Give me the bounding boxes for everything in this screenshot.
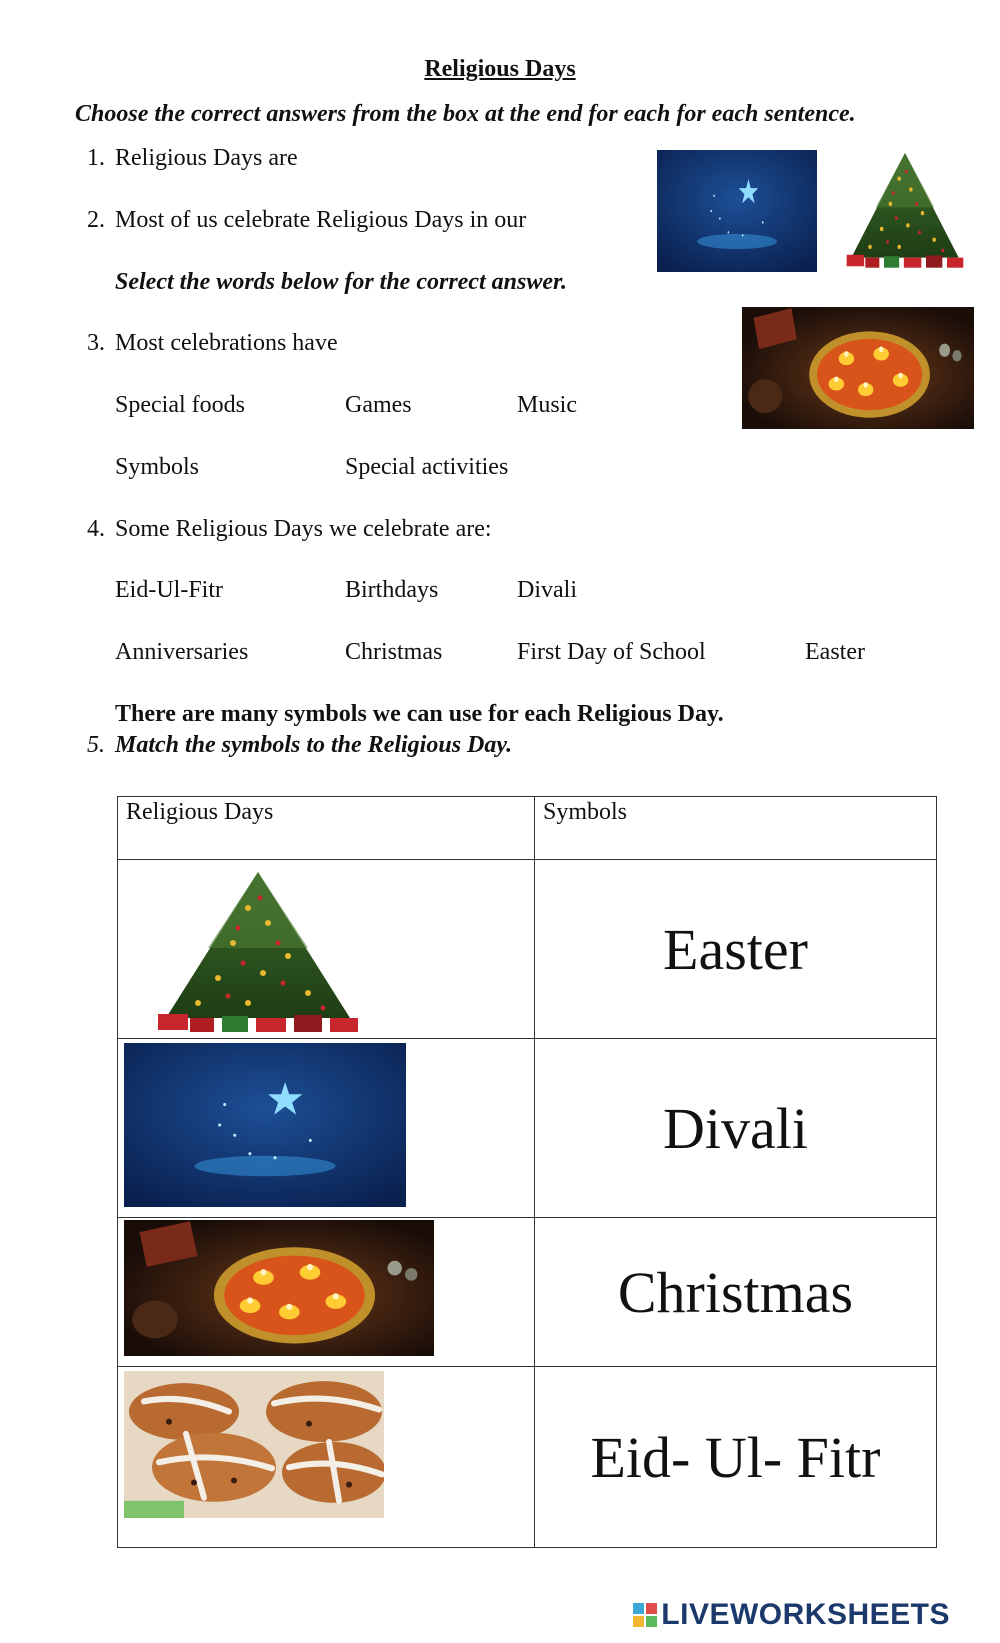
page-title: Religious Days <box>424 56 576 82</box>
option-games[interactable]: Games <box>345 392 412 418</box>
table-image-cell <box>118 1218 535 1367</box>
liveworksheets-brand[interactable] <box>633 1598 950 1632</box>
diya-lamps-image <box>742 307 974 429</box>
option-eid-ul-fitr[interactable]: Eid-Ul-Fitr <box>115 577 223 603</box>
header-religious-days: Religious Days <box>118 797 535 860</box>
table-row <box>118 1039 937 1218</box>
question-text: Religious Days are <box>115 145 298 171</box>
instruction: Choose the correct answers from the box at the end for each for each sentence. <box>75 101 856 127</box>
question-number: 5. <box>87 732 105 758</box>
matching-table <box>117 796 937 1548</box>
diya-lamps-image[interactable] <box>124 1220 434 1356</box>
brand-name: LIVEWORKSHEETS <box>661 1598 950 1631</box>
option-easter[interactable]: Easter <box>805 639 865 665</box>
table-image-cell <box>118 1367 535 1548</box>
question-number: 2. <box>87 207 105 233</box>
symbol-label[interactable]: Christmas <box>535 1218 937 1367</box>
crescent-moon-image[interactable] <box>124 1043 406 1207</box>
hot-cross-buns-image[interactable] <box>124 1371 384 1518</box>
question-text: Match the symbols to the Religious Day. <box>115 732 513 758</box>
table-row <box>118 1367 937 1548</box>
question-text: Most celebrations have <box>115 330 338 356</box>
option-christmas[interactable]: Christmas <box>345 639 443 665</box>
symbol-label[interactable]: Eid- Ul- Fitr <box>535 1367 937 1548</box>
table-image-cell <box>118 1039 535 1218</box>
option-anniversaries[interactable]: Anniversaries <box>115 639 249 665</box>
option-divali[interactable]: Divali <box>517 577 577 603</box>
option-first-day-of-school[interactable]: First Day of School <box>517 639 706 665</box>
option-symbols[interactable]: Symbols <box>115 454 200 480</box>
header-symbols: Symbols <box>535 797 937 860</box>
liveworksheets-logo-icon <box>633 1603 657 1627</box>
symbol-label[interactable]: Divali <box>535 1039 937 1218</box>
christmas-tree-image[interactable] <box>138 868 378 1038</box>
option-birthdays[interactable]: Birthdays <box>345 577 439 603</box>
option-special-activities[interactable]: Special activities <box>345 454 509 480</box>
question-number: 4. <box>87 516 105 542</box>
table-row <box>118 1218 937 1367</box>
christmas-tree-image <box>835 150 975 272</box>
question-text: Some Religious Days we celebrate are: <box>115 516 492 542</box>
crescent-moon-image <box>657 150 817 272</box>
option-music[interactable]: Music <box>517 392 577 418</box>
select-note: Select the words below for the correct answer. <box>115 269 567 295</box>
question-number: 1. <box>87 145 105 171</box>
question-text: Most of us celebrate Religious Days in our <box>115 207 527 233</box>
question-number: 3. <box>87 330 105 356</box>
symbol-label[interactable]: Easter <box>535 860 937 1039</box>
table-image-cell <box>118 860 535 1039</box>
option-special-foods[interactable]: Special foods <box>115 392 245 418</box>
symbols-note: There are many symbols we can use for each Religious Day. <box>115 701 724 727</box>
table-row <box>118 860 937 1039</box>
